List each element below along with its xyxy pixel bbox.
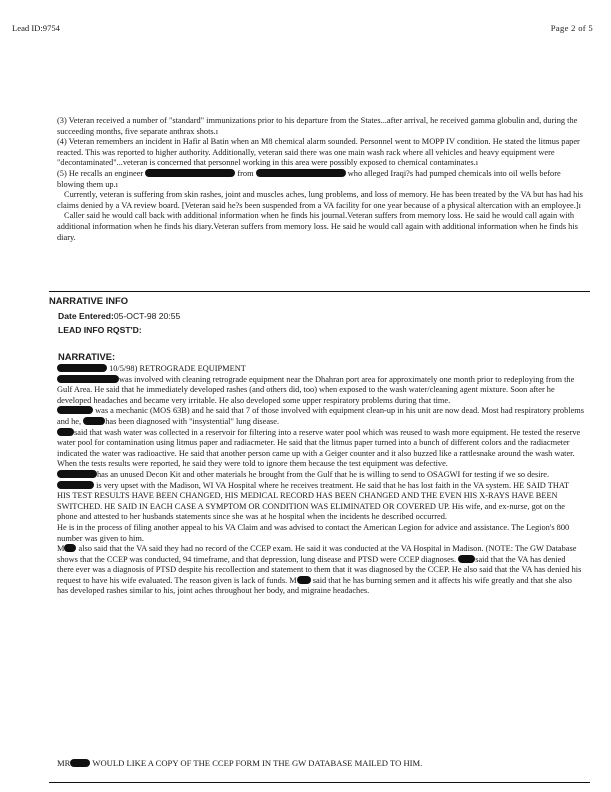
- paragraph-3: (3) Veteran received a number of "standard" immunizations prior to his departure from the States...after arrival, he received gamma globulin and, during the succeeding months, five separate anthrax shots.ı: [57, 116, 578, 136]
- intro-block: [57, 116, 584, 243]
- page-number: Page 2 of 5: [550, 23, 593, 33]
- narrative-p5: is very upset with the Madison, WI VA Hospital where he receives treatment. He said that he has lost faith in the VA system. HE SAID THAT HIS TEST RESULTS HAVE BEEN CHANGED, HIS MEDICAL RECORD HAS BEEN CHANGED AND THE EVEN HIS X-RAYS HAVE BEEN SWITCHED. HE SAID IN EACH CASE A SYMPTOM OR CONDITION WAS ELIMINATED OR COVERED UP. His wife, and ex-nurse, got on the phone and attested to her husbands statements since she was at he hospital when the incidents he described occurred.: [57, 480, 569, 522]
- narrative-p4: has an unused Decon Kit and other materials he brought from the Gulf that he is willing to send to OSAGWI for testing if we so desire.: [57, 470, 584, 481]
- redaction: [297, 576, 311, 584]
- redaction: [256, 169, 346, 177]
- paragraph-4: (4) Veteran remembers an incident in Hafir al Batin when an M8 chemical alarm sounded. Personnel went to MOPP IV condition. He stated the litmus paper reacted. This was reported to higher authority. Additionally, veteran said there was one main wash rack where all vehicles and heavy equipment were "decontaminated"...veteran is concerned that personnel working in this area were possibly exposed to chemical contaminates.ı: [57, 137, 580, 168]
- divider-top: [49, 291, 590, 292]
- paragraph-5: (5) He recalls an engineer from who alleged Iraqi?s had pumped chemicals into oil wells before blowing them up.ı: [57, 168, 561, 189]
- narrative-info-heading: NARRATIVE INFO: [49, 295, 128, 306]
- final-request-line: MR WOULD LIKE A COPY OF THE CCEP FORM IN THE GW DATABASE MAILED TO HIM.: [57, 758, 423, 768]
- date-entered: Date Entered:05-OCT-98 20:55: [58, 311, 181, 321]
- paragraph-caller: Caller said he would call back with additional information when he finds his journal.Veteran suffers from memory loss. He said he would call again with additional information when he finds his diary.Veteran suffers from memory loss. He said he would call again with additional information when he finds his diary.: [57, 211, 578, 242]
- narrative-p3: said that wash water was collected in a reservoir for filtering into a reserve water pool which was reused to wash more equipment. He tested the reserve water pool for contamination using litmus paper and radiacmeter. He said that the litmus paper turned into a bunch of different colors and the radiacmeter indicated the water was radioactive. He said that another person came up with a Geiger counter and it also buzzed like a rattlesnake around the wash water. When the tests results were reported, he said they were told to ignore them because the test equipment was defective.: [57, 427, 581, 469]
- redaction: [83, 417, 105, 425]
- narrative-label: NARRATIVE:: [58, 351, 116, 362]
- divider-bottom: [49, 782, 590, 783]
- redaction: [57, 406, 93, 414]
- narrative-p1: was involved with cleaning retrograde equipment near the Dhahran port area for approximately one month prior to redeploying from the Gulf Area. He said that he immediately developed rashes (and others did, too) when exposed to the wash water/cleaning agent mixture. Soon after he developed headaches and became very irritable. He also developed some upper respiratory problems during that time.: [57, 374, 575, 405]
- redaction: [64, 544, 76, 552]
- paragraph-current: Currently, veteran is suffering from skin rashes, joint and muscles aches, lung problems, and loss of memory. He has been treated by the VA but has had his claims denied by a VA review board. [Veteran said he?s been suspended from a VA facility for one year because of a physical altercation with an employee.]ı: [57, 190, 583, 210]
- redaction: [57, 470, 97, 478]
- redaction: [57, 428, 74, 436]
- lead-id: Lead ID:9754: [12, 23, 60, 33]
- narrative-block: [57, 364, 584, 597]
- narrative-title: 10/5/98) RETROGRADE EQUIPMENT: [57, 364, 584, 375]
- redaction: [57, 481, 94, 489]
- redaction: [57, 375, 119, 383]
- redaction: [57, 364, 107, 372]
- lead-info-rqstd: LEAD INFO RQST'D:: [58, 325, 142, 335]
- redaction: [70, 759, 90, 767]
- narrative-p7: M also said that the VA said they had no record of the CCEP exam. He said it was conducted at the VA Hospital in Madison. (NOTE: The GW Database shows that the CCEP was conducted, 94 timeframe, and that depression, lung disease and PTSD were CCEP diagnoses. said that the VA has denied there ever was a diagnosis of PTSD despite his recollection and statement to them that it was diagnosed by the CCEP. He also said that the VA has denied his request to have his wife evaluated. The reason given is lack of funds. M said that he has burning semen and it affects his wife greatly and that she also has developed rashes similar to his, joint aches throughout her body, and migraine headaches.: [57, 544, 582, 596]
- redaction: [145, 169, 235, 177]
- narrative-p6: He is in the process of filing another appeal to his VA Claim and was advised to contact the American Legion for advice and assistance. The Legion's 800 number was given to him.: [57, 522, 570, 543]
- redaction: [458, 555, 475, 563]
- narrative-p2: was a mechanic (MOS 63B) and he said that 7 of those involved with equipment clean-up in his unit are now dead. Most had respiratory problems and he, has been diagnosed with "insystential" lung disease.: [57, 406, 585, 426]
